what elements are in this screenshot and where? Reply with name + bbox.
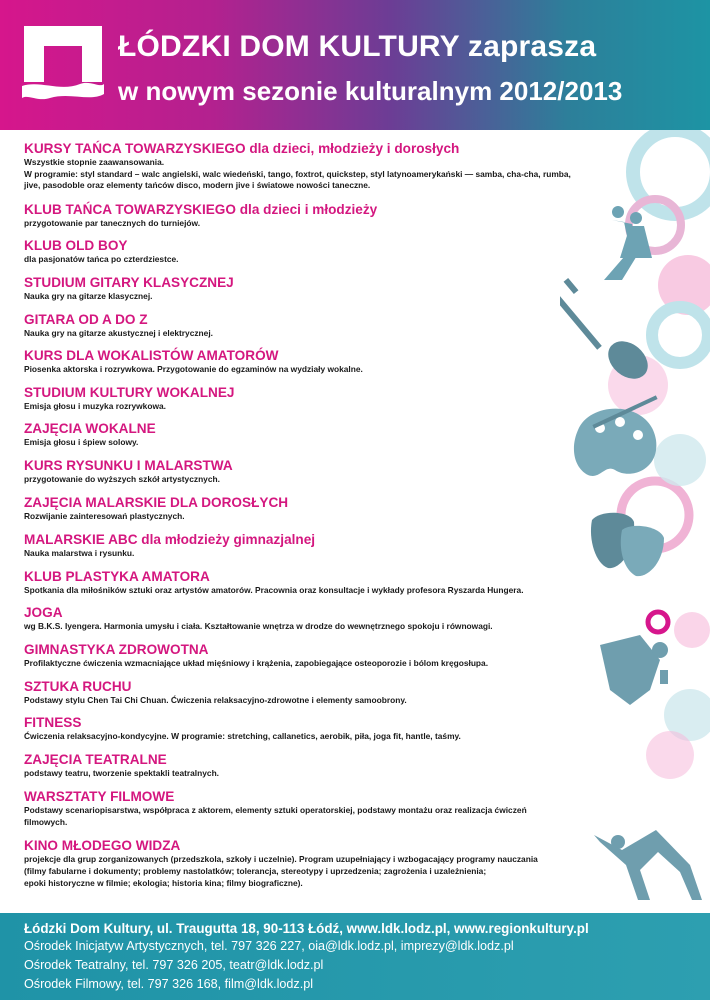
course-description: Nauka gry na gitarze akustycznej i elektrycznej. <box>24 327 213 338</box>
course-item <box>24 568 584 597</box>
course-item <box>24 494 584 523</box>
course-item <box>24 420 584 449</box>
course-description: przygotowanie do wyższych szkół artystycznych. <box>24 473 220 484</box>
ldk-logo-icon <box>20 22 106 106</box>
camera-operator-icon <box>600 635 668 705</box>
course-title: KINO MŁODEGO WIDZA <box>24 838 181 854</box>
course-description: (filmy fabularne i dokumenty; problemy nastolatków; tolerancja, stereotypy i uprzedzenia; zagrożenia i uzależnienia; <box>24 866 487 877</box>
course-item <box>24 140 584 192</box>
course-item <box>24 678 584 707</box>
course-description: Podstawy scenariopisarstwa, współpraca z aktorem, elementy sztuki operatorskiej, podstawy montażu oraz realizacja ćwiczeń <box>24 805 527 816</box>
course-description: filmowych. <box>24 816 68 827</box>
course-title: ZAJĘCIA WOKALNE <box>24 421 156 437</box>
course-description: przygotowanie par tanecznych do turniejów. <box>24 217 201 228</box>
footer-contact-oia: Ośrodek Inicjatyw Artystycznych, tel. 797 326 227, oia@ldk.lodz.pl, imprezy@ldk.lodz.pl <box>24 939 514 953</box>
course-description: Nauka gry na gitarze klasycznej. <box>24 290 153 301</box>
course-description: W programie: styl standard – walc angielski, walc wiedeński, tango, foxtrot, quickstep, styl latynoamerykański — samba, cha-cha, rumba, <box>24 168 571 179</box>
course-item <box>24 457 584 486</box>
theatre-masks-icon <box>591 513 664 576</box>
footer-contact-film: Ośrodek Filmowy, tel. 797 326 168, film@ldk.lodz.pl <box>24 977 314 991</box>
course-description: Spotkania dla miłośników sztuki oraz artystów amatorów. Pracownia oraz konsultacje i wykłady profesora Ryszarda Hungera. <box>24 584 524 595</box>
course-item <box>24 641 584 670</box>
course-description: Ćwiczenia relaksacyjno-kondycyjne. W programie: stretching, callanetics, aerobik, piła, joga fit, hantle, taśmy. <box>24 731 461 742</box>
course-description: podstawy teatru, tworzenie spektakli teatralnych. <box>24 767 220 778</box>
poster-header <box>0 0 710 130</box>
course-description: Emisja głosu i muzyka rozrywkowa. <box>24 400 166 411</box>
course-description: epoki historyczne w filmie; ekologia; historia kina; filmy biograficzne). <box>24 877 303 888</box>
course-title: STUDIUM KULTURY WOKALNEJ <box>24 384 235 400</box>
course-title: SZTUKA RUCHU <box>24 678 132 694</box>
yoga-figure-icon <box>594 830 702 900</box>
course-title: ZAJĘCIA TEATRALNE <box>24 751 167 767</box>
course-item <box>24 347 584 376</box>
course-description: Podstawy stylu Chen Tai Chi Chuan. Ćwiczenia relaksacyjno-zdrowotne i elementy samoobrony. <box>24 694 407 705</box>
course-title: MALARSKIE ABC dla młodzieży gimnazjalnej <box>24 532 316 548</box>
decorative-illustrations <box>560 130 710 910</box>
course-item <box>24 237 584 266</box>
course-item <box>24 531 584 560</box>
poster-title: ŁÓDZKI DOM KULTURY zaprasza <box>118 30 597 63</box>
course-title: WARSZTATY FILMOWE <box>24 789 175 805</box>
course-title: ZAJĘCIA MALARSKIE DLA DOROSŁYCH <box>24 494 289 510</box>
course-item <box>24 714 584 743</box>
course-title: JOGA <box>24 605 63 621</box>
course-list <box>24 140 584 889</box>
course-description: jive, pasodoble oraz elementy tańców disco, modern jive i światowe nowości taneczne. <box>24 180 371 191</box>
course-item <box>24 837 584 889</box>
footer-contact-teatr: Ośrodek Teatralny, tel. 797 326 205, teatr@ldk.lodz.pl <box>24 958 324 972</box>
course-title: KLUB PLASTYKA AMATORA <box>24 568 210 584</box>
course-title: KLUB TAŃCA TOWARZYSKIEGO dla dzieci i młodzieży <box>24 201 378 217</box>
course-item <box>24 751 584 780</box>
footer-address: Łódzki Dom Kultury, ul. Traugutta 18, 90-113 Łódź, www.ldk.lodz.pl, www.regionkultury.pl <box>24 921 589 936</box>
course-item <box>24 311 584 340</box>
course-item <box>24 201 584 230</box>
pink-dot-circle-4 <box>646 731 694 779</box>
pink-dot-circle-3 <box>674 612 710 648</box>
course-item <box>24 274 584 303</box>
course-title: KURS RYSUNKU I MALARSTWA <box>24 457 233 473</box>
course-item <box>24 384 584 413</box>
course-title: KURSY TAŃCA TOWARZYSKIEGO dla dzieci, młodzieży i dorosłych <box>24 141 460 156</box>
teal-ring-2 <box>652 307 708 363</box>
course-title: KURS DLA WOKALISTÓW AMATORÓW <box>24 348 279 364</box>
course-title: STUDIUM GITARY KLASYCZNEJ <box>24 274 234 290</box>
course-description: Profilaktyczne ćwiczenia wzmacniające układ mięśniowy i krążenia, zapobiegające osteoporozie i bólom kręgosłupa. <box>24 657 489 668</box>
course-title: GITARA OD A DO Z <box>24 311 148 327</box>
course-item <box>24 604 584 633</box>
course-description: Piosenka aktorska i rozrywkowa. Przygotowanie do egzaminów na wydziały wokalne. <box>24 364 363 375</box>
teal-circle <box>654 434 706 486</box>
course-description: Emisja głosu i śpiew solowy. <box>24 437 139 448</box>
guitar-icon <box>560 278 655 386</box>
poster-subtitle: w nowym sezonie kulturalnym 2012/2013 <box>118 76 623 106</box>
course-item <box>24 788 584 828</box>
course-description: wg B.K.S. Iyengera. Harmonia umysłu i ciała. Kształtowanie wnętrza w drodze do wewnętrznego spokoju i równowagi. <box>24 621 493 632</box>
course-description: Nauka malarstwa i rysunku. <box>24 548 135 559</box>
contact-footer <box>0 913 710 1000</box>
course-title: FITNESS <box>24 715 82 731</box>
course-title: GIMNASTYKA ZDROWOTNA <box>24 641 209 657</box>
course-description: Rozwijanie zainteresowań plastycznych. <box>24 510 185 521</box>
course-description: dla pasjonatów tańca po czterdziestce. <box>24 254 179 265</box>
magenta-ring <box>648 612 668 632</box>
course-title: KLUB OLD BOY <box>24 238 128 254</box>
course-description: projekcje dla grup zorganizowanych (przedszkola, szkoły i uczelnie). Program uzupełniający i wzbogacający programy nauczania <box>24 854 538 865</box>
course-description: Wszystkie stopnie zaawansowania. <box>24 157 165 167</box>
